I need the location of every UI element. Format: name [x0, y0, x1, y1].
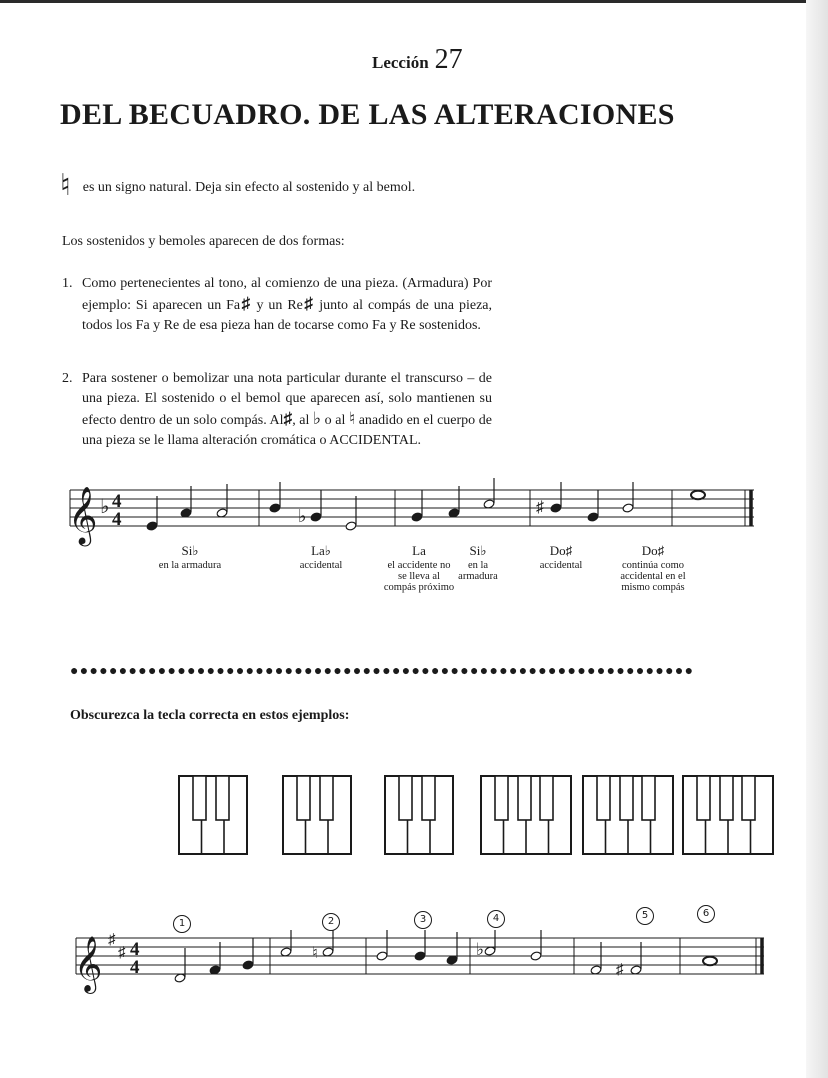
- sharp-icon: ♯: [240, 294, 252, 313]
- staff1-label-3: [383, 545, 455, 593]
- note-head: [269, 503, 281, 513]
- item1-part2: y un Re: [251, 298, 303, 313]
- accidental-flat-icon: ♭: [298, 506, 307, 526]
- intro-paragraph: Los sostenidos y bemoles aparecen de dos formas:: [62, 234, 345, 249]
- staff1-label-4: [452, 545, 504, 582]
- note-name: Si♭: [181, 543, 199, 558]
- accidental-sharp-icon: ♯: [616, 962, 624, 978]
- exercise-marker-2: 2: [322, 913, 340, 931]
- list-item-1-text: [82, 274, 492, 336]
- item2-part1: Para sostener o bemolizar una nota particular durante el transcurso – de una pieza. El sostenido o el bemol que aparecen así, solo mantienen su efecto dentro de un solo compás. Al: [82, 371, 492, 428]
- whole-note-head: [703, 957, 717, 965]
- item2-part4: anadido en el cuerpo de una pieza se le llama alteración cromática o ACCIDENTAL.: [82, 413, 492, 448]
- top-rule: [0, 0, 828, 3]
- note-head: [242, 960, 254, 970]
- note-name: Do♯: [641, 543, 665, 558]
- list-item-2-text: [82, 369, 492, 451]
- sharp-icon: ♯: [302, 294, 315, 313]
- exercise-marker-1: 1: [173, 915, 191, 933]
- item1-part1: Como pertenecientes al tono, al comienzo de una pieza. (Armadura) Por ejemplo: Si aparecen un Fa: [82, 276, 492, 313]
- note-name: La: [412, 543, 426, 558]
- note-head: [530, 951, 542, 961]
- list-number-1: 1.: [62, 276, 73, 291]
- svg-text:4: 4: [130, 957, 140, 978]
- page-edge-shadow: [806, 0, 828, 1078]
- note-caption: en la armadura: [158, 560, 222, 571]
- flat-icon: ♭: [312, 409, 322, 428]
- key-signature-sharp-icon: ♯: [108, 932, 116, 948]
- note-head: [411, 512, 423, 522]
- treble-clef-icon: [74, 936, 102, 994]
- note-name: La♭: [311, 543, 331, 558]
- note-head: [345, 521, 357, 531]
- staff1-label-5: [530, 545, 592, 571]
- staff-example-1: [62, 478, 762, 548]
- natural-definition: [60, 168, 415, 203]
- svg-text:𝄞: 𝄞: [74, 936, 103, 992]
- note-caption: el accidente no se lleva al compás próximo: [383, 560, 455, 593]
- staff1-label-6: [610, 545, 696, 593]
- note-head: [587, 512, 599, 522]
- piano-keyboard-2[interactable]: [282, 775, 352, 855]
- staff1-label-1: [155, 545, 225, 571]
- lesson-number: 27: [434, 44, 463, 75]
- note-head: [146, 521, 158, 531]
- svg-text:4: 4: [112, 509, 122, 530]
- exercise-marker-5: 5: [636, 907, 654, 925]
- key-signature-flat-icon: ♭: [100, 496, 110, 518]
- natural-sign-icon: ♮: [60, 169, 71, 202]
- exercise-marker-4: 4: [487, 910, 505, 928]
- note-head: [550, 503, 562, 513]
- item1-part3: junto al compás de una pieza, todos los Fa y Re de esa pieza han de tocarse como Fa y Re sostenidos.: [82, 298, 492, 333]
- note-caption: accidental: [299, 560, 343, 571]
- note-head: [622, 503, 634, 513]
- list-item-2: [62, 369, 492, 451]
- accidental-sharp-icon: ♯: [536, 499, 544, 516]
- piano-keyboard-6[interactable]: [682, 775, 774, 855]
- piano-keyboard-3[interactable]: [384, 775, 454, 855]
- note-caption: continúa como accidental en el mismo compás: [620, 560, 686, 593]
- sharp-icon: ♯: [283, 409, 293, 428]
- list-item-1: [62, 274, 492, 336]
- staff1-label-2: [290, 545, 352, 571]
- note-head: [310, 512, 322, 522]
- piano-keyboard-4[interactable]: [480, 775, 572, 855]
- time-signature-icon: 4: [130, 939, 140, 960]
- lesson-label: Lección: [372, 53, 429, 72]
- staff-example-2: [70, 930, 770, 994]
- natural-sign-icon: ♮: [348, 409, 356, 428]
- piano-keyboard-1[interactable]: [178, 775, 248, 855]
- exercise-instruction: Obscurezca la tecla correcta en estos ejemplos:: [70, 708, 350, 723]
- whole-note-head: [691, 491, 705, 499]
- piano-keyboard-5[interactable]: [582, 775, 674, 855]
- lesson-heading: [372, 44, 463, 76]
- svg-text:𝄞: 𝄞: [68, 486, 98, 544]
- item2-part2: , al: [292, 413, 313, 428]
- note-name: Si♭: [469, 543, 487, 558]
- time-signature-icon: 4: [112, 491, 122, 512]
- exercise-marker-3: 3: [414, 911, 432, 929]
- note-head: [414, 951, 426, 961]
- natural-definition-text: es un signo natural. Deja sin efecto al sostenido y al bemol.: [82, 180, 416, 195]
- item2-part3: o al: [321, 413, 349, 428]
- accidental-natural-icon: ♮: [312, 945, 318, 962]
- list-number-2: 2.: [62, 371, 73, 386]
- accidental-flat-icon: ♭: [476, 940, 485, 959]
- note-head: [376, 951, 388, 961]
- page-title: DEL BECUADRO. DE LAS ALTERACIONES: [60, 98, 675, 131]
- key-signature-sharp-icon: ♯: [118, 945, 126, 961]
- note-name: Do♯: [549, 543, 573, 558]
- note-caption: en la armadura: [458, 560, 498, 582]
- note-caption: accidental: [539, 560, 583, 571]
- dotted-separator: ●●●●●●●●●●●●●●●●●●●●●●●●●●●●●●●●●●●●●●●●●●●●●●●●●●●●●●●●●●●●●●●●: [70, 664, 695, 679]
- treble-clef-icon: [68, 486, 98, 547]
- exercise-marker-6: 6: [697, 905, 715, 923]
